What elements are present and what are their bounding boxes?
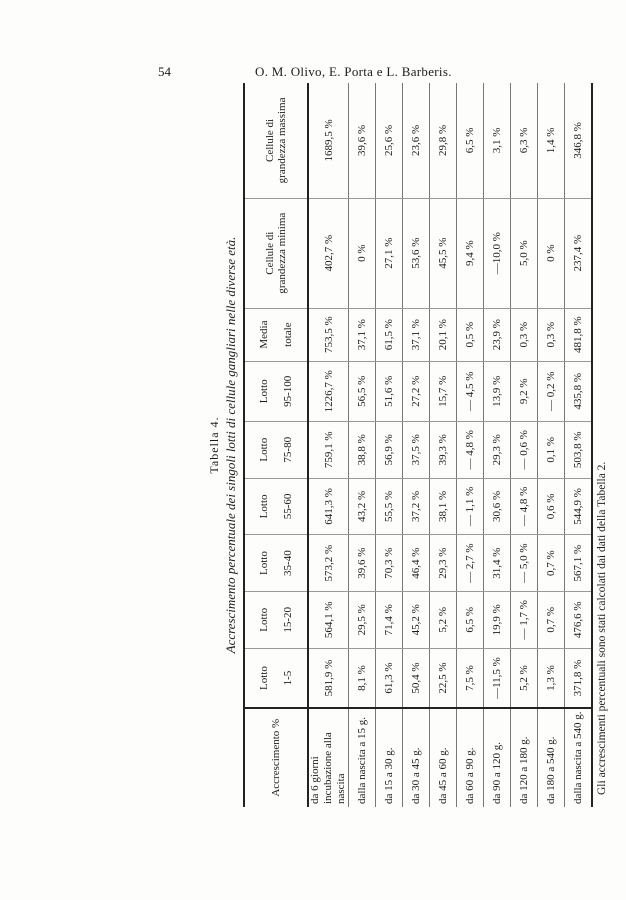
table-cell: 5,2 % [430, 591, 457, 648]
table-cell: 9,2 % [511, 361, 538, 421]
column-header-line2: grandezza minima [276, 212, 288, 294]
column-header-line2: 15-20 [282, 606, 294, 633]
column-header [244, 648, 308, 708]
table-cell: 573,2 % [308, 535, 349, 592]
table-cell: 46,4 % [403, 535, 430, 592]
table-cell: 564,1 % [308, 591, 349, 648]
row-label: dalla nascita a 540 g. [565, 708, 592, 807]
row-label: da 180 a 540 g. [538, 708, 565, 807]
column-header-line2: 75-80 [282, 436, 294, 463]
table-cell: 56,5 % [349, 361, 376, 421]
table-row [511, 83, 538, 807]
table-cell: —11,5 % [484, 648, 511, 708]
table-cell: 29,3 % [430, 535, 457, 592]
table-cell: 15,7 % [430, 361, 457, 421]
column-header-line2: totale [282, 322, 294, 347]
table-row [308, 83, 349, 807]
table-cell: 50,4 % [403, 648, 430, 708]
column-header-line1: Cellule di [264, 231, 276, 275]
table-cell: 9,4 % [457, 198, 484, 308]
column-header-line2: 55-60 [282, 493, 294, 520]
table-row [430, 83, 457, 807]
table-cell: 22,5 % [430, 648, 457, 708]
column-header-line1: Lotto [258, 666, 270, 690]
rotated-table-block [205, 83, 608, 807]
table-cell: 567,1 % [565, 535, 592, 592]
table-cell: 435,8 % [565, 361, 592, 421]
table-cell: 759,1 % [308, 421, 349, 478]
table-row [376, 83, 403, 807]
row-label: da 120 a 180 g. [511, 708, 538, 807]
table-cell: 237,4 % [565, 198, 592, 308]
table-cell: 6,5 % [457, 591, 484, 648]
column-header [244, 591, 308, 648]
row-label: da 60 a 90 g. [457, 708, 484, 807]
table-cell: 5,2 % [511, 648, 538, 708]
table-cell: 1,4 % [538, 83, 565, 198]
table-cell: 39,3 % [430, 421, 457, 478]
table-cell: 70,3 % [376, 535, 403, 592]
table-cell: 51,6 % [376, 361, 403, 421]
table-cell: 37,1 % [349, 308, 376, 361]
column-header [244, 421, 308, 478]
column-header [244, 478, 308, 535]
table-cell: 753,5 % [308, 308, 349, 361]
table-cell: 29,5 % [349, 591, 376, 648]
table-cell: 37,2 % [403, 478, 430, 535]
table-row [565, 83, 592, 807]
table-cell: 56,9 % [376, 421, 403, 478]
table-row [349, 83, 376, 807]
table-cell: —10,0 % [484, 198, 511, 308]
column-header-line1: Cellule di [264, 118, 276, 162]
table-cell: 0,5 % [457, 308, 484, 361]
table-cell: 3,1 % [484, 83, 511, 198]
table-cell: 7,5 % [457, 648, 484, 708]
running-head: O. M. Olivo, E. Porta e L. Barberis. [255, 64, 452, 79]
table-cell: — 0,6 % [511, 421, 538, 478]
table-row [403, 83, 430, 807]
table-cell: 481,8 % [565, 308, 592, 361]
table-cell: 1,3 % [538, 648, 565, 708]
table-cell: — 4,5 % [457, 361, 484, 421]
column-header-line2: 95-100 [282, 375, 294, 407]
table-cell: 0,3 % [538, 308, 565, 361]
table-cell: 1226,7 % [308, 361, 349, 421]
table-cell: 0 % [349, 198, 376, 308]
table-cell: 38,1 % [430, 478, 457, 535]
table-cell: 346,8 % [565, 83, 592, 198]
table-cell: 38,8 % [349, 421, 376, 478]
table-cell: 45,5 % [430, 198, 457, 308]
column-header-line2: 35-40 [282, 550, 294, 576]
table-cell: 6,5 % [457, 83, 484, 198]
table-cell: — 4,8 % [511, 478, 538, 535]
table-label: Tabella 4. [207, 416, 221, 474]
table-cell: 0,6 % [538, 478, 565, 535]
table-title: Accrescimento percentuale dei singoli lotti di cellule gangliari nelle diverse età. [223, 236, 238, 654]
table-row [538, 83, 565, 807]
column-header [244, 308, 308, 361]
table-cell: 25,6 % [376, 83, 403, 198]
table-cell: 29,8 % [430, 83, 457, 198]
table-cell: 6,3 % [511, 83, 538, 198]
column-header-line1: Lotto [258, 437, 270, 462]
column-header-line2: 1-5 [282, 670, 294, 686]
table-cell: 61,3 % [376, 648, 403, 708]
table-cell: 1689,5 % [322, 119, 335, 162]
data-table [243, 83, 593, 807]
row-label: da 15 a 30 g. [376, 708, 403, 807]
table-cell: 55,5 % [376, 478, 403, 535]
row-label: da 90 a 120 g. [484, 708, 511, 807]
table-cell: — 4,8 % [457, 421, 484, 478]
column-header [244, 361, 308, 421]
table-cell: 37,5 % [403, 421, 430, 478]
table-cell: 371,8 % [565, 648, 592, 708]
header-row [244, 83, 308, 807]
column-header [244, 535, 308, 592]
table-row [484, 83, 511, 807]
table-cell: 641,3 % [308, 478, 349, 535]
column-header-line1: Lotto [258, 607, 270, 632]
row-label: da 6 giorni incubazione alla nascita [308, 708, 349, 807]
row-label: da 45 a 60 g. [430, 708, 457, 807]
table-cell: 544,9 % [565, 478, 592, 535]
column-header [244, 198, 308, 308]
table-cell: 39,6 % [349, 535, 376, 592]
table-cell: 13,9 % [484, 361, 511, 421]
row-label: da 30 a 45 g. [403, 708, 430, 807]
table-cell: — 1,7 % [511, 591, 538, 648]
table-cell: 402,7 % [308, 198, 349, 308]
table-cell: 53,6 % [403, 198, 430, 308]
column-header-line2: grandezza massima [276, 97, 288, 184]
table-cell: 0,7 % [538, 535, 565, 592]
table-cell: 581,9 % [308, 648, 349, 708]
table-cell: 0,1 % [538, 421, 565, 478]
table-cell: 39,6 % [349, 83, 376, 198]
table-cell: 476,6 % [565, 591, 592, 648]
table-cell: 20,1 % [430, 308, 457, 361]
table-cell: 0,7 % [538, 591, 565, 648]
table-cell: 0 % [538, 198, 565, 308]
column-header-line1: Lotto [258, 379, 270, 404]
table-cell: 503,8 % [565, 421, 592, 478]
table-body [308, 83, 592, 807]
table-cell: 23,6 % [403, 83, 430, 198]
table-footnote: Gli accrescimenti percentuali sono stati calcolati dai dati della Tabella 2. [595, 461, 608, 795]
table-cell: 71,4 % [376, 591, 403, 648]
table-cell: 29,3 % [484, 421, 511, 478]
table-cell: 45,2 % [403, 591, 430, 648]
table-cell: 27,1 % [376, 198, 403, 308]
table-cell: 23,9 % [484, 308, 511, 361]
table-cell: 8,1 % [349, 648, 376, 708]
table-cell: 27,2 % [403, 361, 430, 421]
table-cell: — 5,0 % [511, 535, 538, 592]
table-cell: — 1,1 % [457, 478, 484, 535]
table-cell: 0,3 % [511, 308, 538, 361]
row-label: dalla nascita a 15 g. [349, 708, 376, 807]
page-number: 54 [158, 64, 171, 79]
table-cell: 30,6 % [484, 478, 511, 535]
table-cell: — 2,7 % [457, 535, 484, 592]
column-header-line1: Lotto [258, 494, 270, 519]
table-cell: 31,4 % [484, 535, 511, 592]
column-header-line1: Media [258, 320, 270, 349]
table-cell: — 0,2 % [538, 361, 565, 421]
table-row [457, 83, 484, 807]
table-cell: 37,1 % [403, 308, 430, 361]
table-cell: 5,0 % [511, 198, 538, 308]
table-cell: 19,9 % [484, 591, 511, 648]
table-cell: 61,5 % [376, 308, 403, 361]
column-header [244, 83, 308, 198]
column-header-line1: Lotto [258, 551, 270, 576]
table-cell: 43,2 % [349, 478, 376, 535]
corner-header: Accrescimento % [244, 708, 308, 807]
